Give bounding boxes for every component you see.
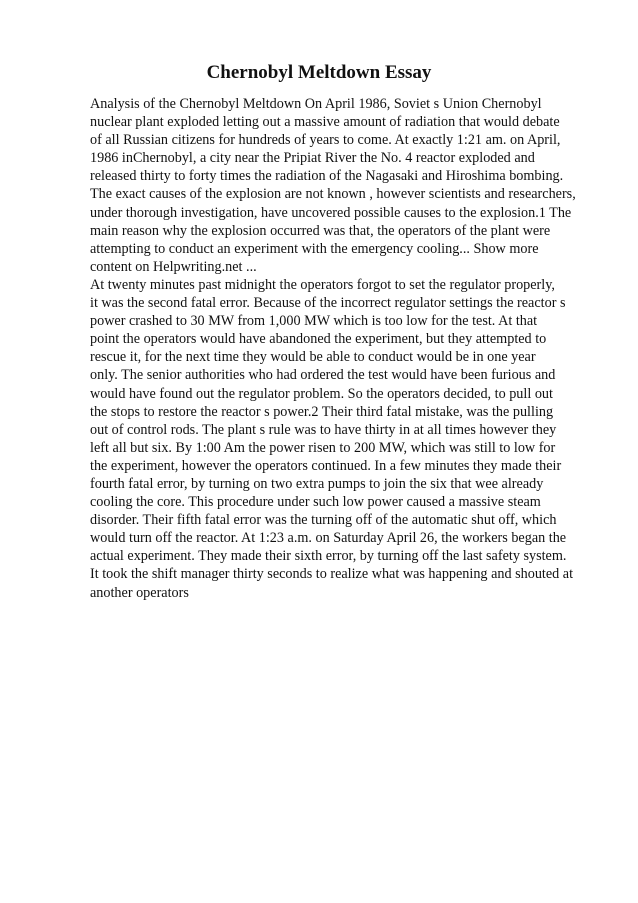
document-title: Chernobyl Meltdown Essay <box>206 62 432 83</box>
text-line: fourth fatal error, by turning on two extra pumps to join the six that wee already <box>90 475 544 492</box>
text-line: the experiment, however the operators continued. In a few minutes they made their <box>90 457 562 474</box>
text-line: of all Russian citizens for hundreds of years to come. At exactly 1:21 am. on April, <box>90 132 561 149</box>
text-line: content on Helpwriting.net ... <box>90 258 257 275</box>
text-line: It took the shift manager thirty seconds to realize what was happening and shouted at <box>90 566 574 583</box>
text-line: actual experiment. They made their sixth error, by turning off the last safety system. <box>90 548 567 565</box>
text-line: point the operators would have abandoned the experiment, but they attempted to <box>90 331 547 348</box>
text-line: only. The senior authorities who had ordered the test would have been furious and <box>90 367 556 384</box>
essay-body <box>90 95 630 602</box>
text-line: Analysis of the Chernobyl Meltdown On April 1986, Soviet s Union Chernobyl <box>90 96 542 112</box>
text-line: nuclear plant exploded letting out a massive amount of radiation that would debate <box>90 114 560 131</box>
text-line: another operators <box>90 584 189 601</box>
text-line: cooling the core. This procedure under such low power caused a massive steam <box>90 494 541 511</box>
text-line: left all but six. By 1:00 Am the power risen to 200 MW, which was still to low for <box>90 439 556 456</box>
text-line: main reason why the explosion occurred was that, the operators of the plant were <box>90 222 551 239</box>
text-line: the stops to restore the reactor s power.2 Their third fatal mistake, was the pulling <box>90 403 554 420</box>
text-line: attempting to conduct an experiment with the emergency cooling... Show more <box>90 240 539 257</box>
text-line: under thorough investigation, have uncovered possible causes to the explosion.1 The <box>90 204 572 221</box>
text-line: released thirty to forty times the radiation of the Nagasaki and Hiroshima bombing. <box>90 168 564 185</box>
text-line: would turn off the reactor. At 1:23 a.m. on Saturday April 26, the workers began the <box>90 530 567 547</box>
text-line: The exact causes of the explosion are not known , however scientists and researchers, <box>90 186 576 203</box>
text-line: 1986 inChernobyl, a city near the Pripiat River the No. 4 reactor exploded and <box>90 150 535 167</box>
text-line: At twenty minutes past midnight the operators forgot to set the regulator properly, <box>90 276 555 293</box>
text-line: disorder. Their fifth fatal error was the turning off of the automatic shut off, which <box>90 512 557 529</box>
text-line: it was the second fatal error. Because of the incorrect regulator settings the reactor s <box>90 295 566 312</box>
text-line: out of control rods. The plant s rule was to have thirty in at all times however they <box>90 421 557 438</box>
text-line: power crashed to 30 MW from 1,000 MW which is too low for the test. At that <box>90 313 538 330</box>
text-line: rescue it, for the next time they would be able to conduct would be in one year <box>90 349 536 366</box>
text-line: would have found out the regulator problem. So the operators decided, to pull out <box>90 385 553 402</box>
